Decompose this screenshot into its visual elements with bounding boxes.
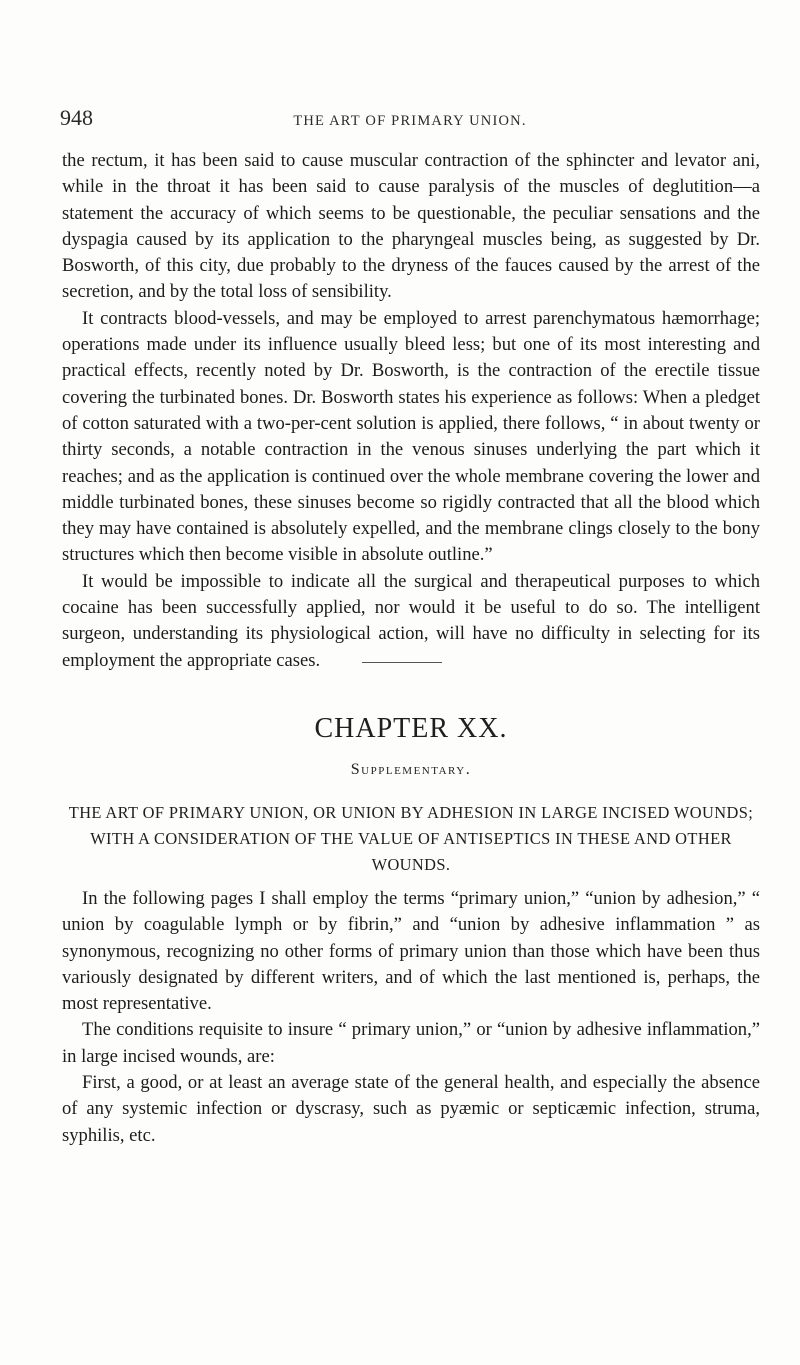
section-divider xyxy=(362,662,442,663)
chapter-text xyxy=(62,886,760,1149)
running-head: THE ART OF PRIMARY UNION. xyxy=(293,113,527,129)
paragraph: First, a good, or at least an average state of the general health, and especially the absence of any systemic infection or dyscrasy, such as pyæmic or septicæmic infection, struma, syphilis, etc. xyxy=(62,1072,760,1146)
paragraph: It would be impossible to indicate all the surgical and therapeutical purposes to which cocaine has been successfully applied, nor would it be useful to do so. The intelligent surgeon, understanding its physiological action, will have no difficulty in selecting for its employment the appropriate cases. xyxy=(62,570,760,671)
chapter-title: CHAPTER XX. xyxy=(314,713,508,744)
page-header xyxy=(60,105,760,135)
page-number: 948 xyxy=(60,105,93,130)
chapter-subtitle: Supplementary. xyxy=(350,761,472,778)
continuation-text xyxy=(62,148,760,674)
paragraph: the rectum, it has been said to cause muscular contraction of the sphincter and levator ani, while in the throat it has been said to cause paralysis of the muscles of deglutition—a statement the accuracy of which seems to be questionable, the peculiar sensations and the dyspagia caused by its application to the pharyngeal muscles being, as suggested by Dr. Bosworth, of this city, due probably to the dryness of the fauces caused by the arrest of the secretion, and by the total loss of sensibility. xyxy=(62,150,760,303)
paragraph: It contracts blood-vessels, and may be employed to arrest parenchymatous hæmorrhage; operations made under its influence usually bleed less; but one of its most interesting and practical effects, recently noted by Dr. Bosworth, is the contraction of the erectile tissue covering the turbinated bones. Dr. Bosworth states his experience as follows: When a pledget of cotton saturated with a two-per-cent solution is applied, there follows, “ in about twenty or thirty seconds, a notable contraction in the venous sinuses underlying the part which it reaches; and as the application is continued over the whole membrane covering the lower and middle turbinated bones, these sinuses become so rigidly contracted that all the blood which they may have contained is absolutely expelled, and the membrane clings closely to the bony structures which then become visible in absolute outline.” xyxy=(62,307,760,566)
section-heading: THE ART OF PRIMARY UNION, OR UNION BY ADHESION IN LARGE INCISED WOUNDS; WITH A CONSIDERATION OF THE VALUE OF ANTISEPTICS IN THESE AND OTHER WOUNDS. xyxy=(68,803,754,874)
paragraph: In the following pages I shall employ the terms “primary union,” “union by adhesion,” “ union by coagulable lymph or by fibrin,” and “union by adhesive inflammation ” as synonymous, recognizing no other forms of primary union than those which have been thus variously designated by different writers, and of which the last mentioned is, perhaps, the most representative. xyxy=(62,888,760,1015)
paragraph: The conditions requisite to insure “ primary union,” or “union by adhesive inflammation,” in large incised wounds, are: xyxy=(62,1019,760,1067)
